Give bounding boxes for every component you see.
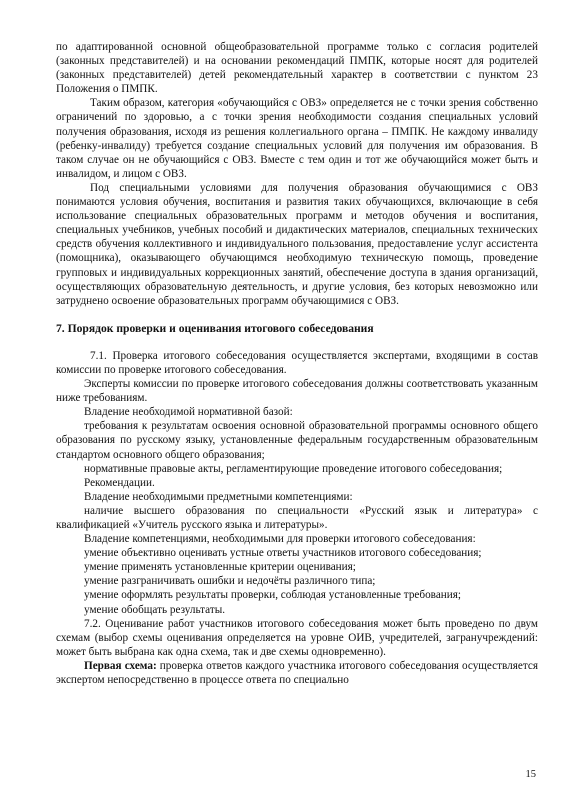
paragraph: Владение компетенциями, необходимыми для проверки итогового собеседования: bbox=[84, 533, 476, 546]
paragraph bbox=[56, 659, 538, 687]
paragraph: требования к результатам освоения основной образовательной программы основного общего образования по русскому языку, установленные федеральным государственным образовательным стандартом основного общего образования; bbox=[56, 420, 538, 461]
paragraph: Владение необходимой нормативной базой: bbox=[84, 406, 293, 419]
paragraph: 7.2. Оценивание работ участников итогового собеседования может быть проведено по двум схемам (выбор схемы оценивания определяется на уровне ОИВ, учредителей, загранучреждений: может быть выбрана как одна схема, так и две схемы одновременно). bbox=[56, 617, 538, 658]
paragraph: нормативные правовые акты, регламентирующие проведение итогового собеседования; bbox=[84, 462, 503, 475]
paragraph: наличие высшего образования по специальности «Русский язык и литература» с квалификацией «Учитель русского языка и литературы». bbox=[56, 504, 538, 531]
paragraph: умение разграничивать ошибки и недочёты различного типа; bbox=[84, 575, 376, 588]
paragraph: по адаптированной основной общеобразовательной программе только с согласия родителей (законных представителей) и на основании рекомендаций ПМПК, которые носят для родителей (законных представителей) детей рекомендательный характер в соответствии с пунктом 23 Положения о ПМПК. bbox=[56, 41, 538, 96]
paragraph: Рекомендации. bbox=[84, 476, 155, 489]
page-content bbox=[56, 40, 538, 687]
paragraph: умение оформлять результаты проверки, соблюдая установленные требования; bbox=[84, 589, 462, 602]
paragraph: Эксперты комиссии по проверке итогового собеседования должны соответствовать указанным ниже требованиям. bbox=[56, 378, 538, 405]
section-heading: 7. Порядок проверки и оценивания итогового собеседования bbox=[56, 321, 374, 335]
paragraph: Таким образом, категория «обучающийся с ОВЗ» определяется не с точки зрения собственно ограничений по здоровью, а с точки зрения необходимости создания специальных условий получения образования, исходя из решения коллегиального органа – ПМПК. Не каждому инвалиду (ребенку-инвалиду) требуется создание специальных условий для получения им образования. В таком случае он не обучающийся с ОВЗ. Вместе с тем один и тот же обучающийся может быть и инвалидом, и лицом с ОВЗ. bbox=[56, 97, 538, 180]
paragraph: умение объективно оценивать устные ответы участников итогового собеседования; bbox=[84, 547, 482, 560]
paragraph: Под специальными условиями для получения образования обучающимися с ОВЗ понимаются условия обучения, воспитания и развития таких обучающихся, включающие в себя использование специальных образовательных программ и методов обучения и воспитания, специальных учебников, учебных пособий и дидактических материалов, специальных технических средств обучения коллективного и индивидуального пользования, предоставление услуг ассистента (помощника), оказывающего обучающимся необходимую техническую помощь, проведение групповых и индивидуальных коррекционных занятий, обеспечение доступа в здания организаций, осуществляющих образовательную деятельность, и другие условия, без которых невозможно или затруднено освоение образовательных программ обучающимися с ОВЗ. bbox=[56, 181, 538, 307]
bold-lead-text: Первая схема: bbox=[84, 659, 157, 672]
paragraph: 7.1. Проверка итогового собеседования осуществляется экспертами, входящими в состав комиссии по проверке итогового собеседования. bbox=[56, 349, 538, 376]
paragraph: Владение необходимыми предметными компетенциями: bbox=[84, 490, 353, 503]
paragraph: умение обобщать результаты. bbox=[84, 603, 226, 616]
paragraph-text: проверка ответов каждого участника итогового собеседования осуществляется экспертом непосредственно в процессе ответа по специально bbox=[56, 659, 538, 687]
paragraph: умение применять установленные критерии оценивания; bbox=[84, 561, 356, 574]
page-number: 15 bbox=[525, 769, 536, 780]
